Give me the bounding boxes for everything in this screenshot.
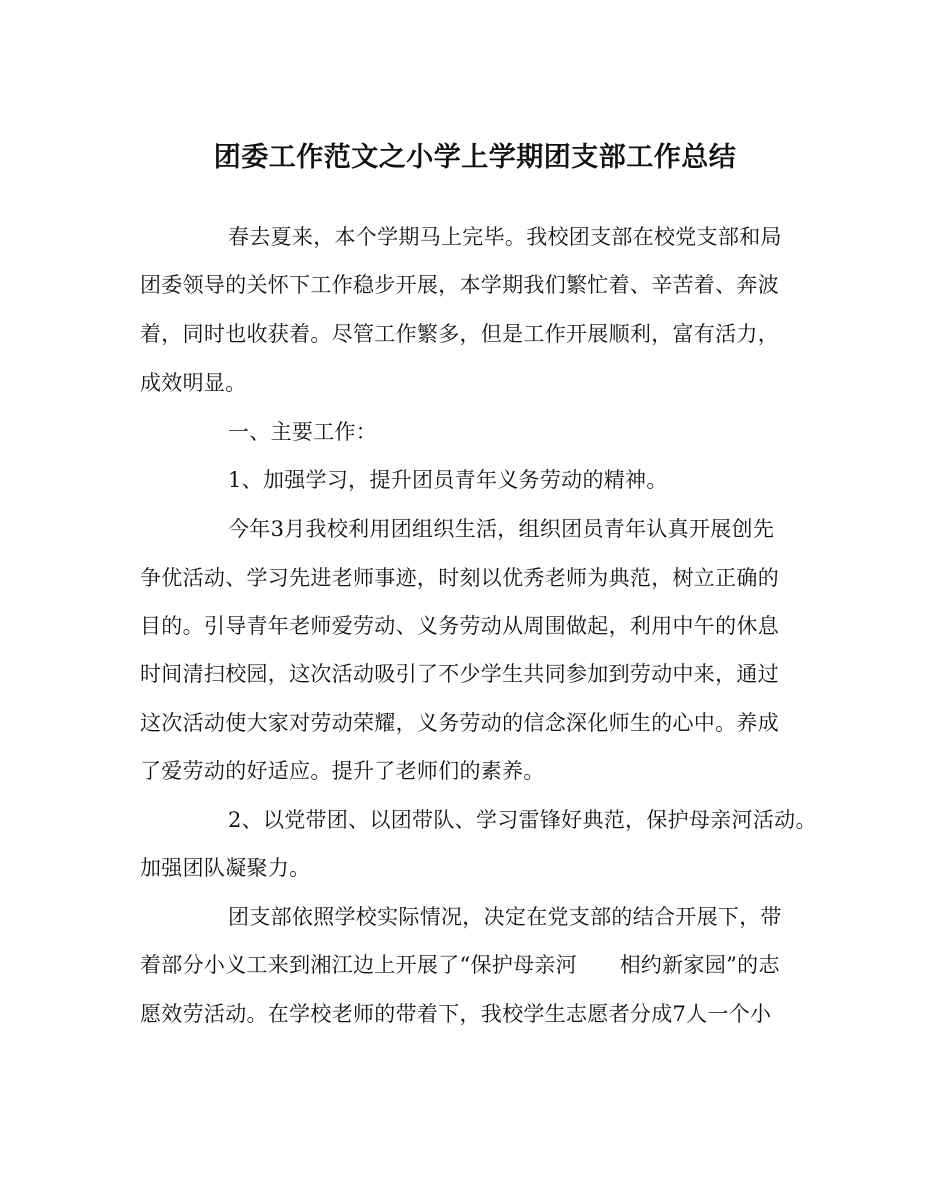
subsection-heading: 1、加强学习，提升团员青年义务劳动的精神。 <box>228 468 668 492</box>
paragraph-line: 春去夏来，本个学期马上完毕。我校团支部在校党支部和局 <box>228 225 782 249</box>
section-heading: 一、主要工作： <box>228 420 378 444</box>
subsection-heading: 2、以党带团、以团带队、学习雷锋好典范，保护母亲河活动。 <box>228 808 817 832</box>
paragraph-line: 这次活动使大家对劳动荣耀，义务劳动的信念深化师生的心中。养成 <box>140 711 779 735</box>
paragraph-line: 今年3月我校利用团组织生活，组织团员青年认真开展创先 <box>228 517 775 541</box>
paragraph-line: 团委领导的关怀下工作稳步开展，本学期我们繁忙着、辛苦着、奔波 <box>140 273 779 297</box>
paragraph-line: 时间清扫校园，这次活动吸引了不少学生共同参加到劳动中来，通过 <box>140 662 779 686</box>
subsection-heading-continued: 加强团队凝聚力。 <box>140 856 311 880</box>
paragraph-line: 了爱劳动的好适应。提升了老师们的素养。 <box>140 759 545 783</box>
paragraph-line: 愿效劳活动。在学校老师的带着下，我校学生志愿者分成7人一个小 <box>140 1002 772 1026</box>
document-title: 团委工作范文之小学上学期团支部工作总结 <box>213 142 737 173</box>
paragraph-line: 争优活动、学习先进老师事迹，时刻以优秀老师为典范，树立正确的 <box>140 566 779 590</box>
paragraph-line: 成效明显。 <box>140 371 247 395</box>
paragraph-line: 着，同时也收获着。尽管工作繁多，但是工作开展顺利，富有活力， <box>140 322 779 346</box>
paragraph-line: 着部分小义工来到湘江边上开展了“保护母亲河 相约新家园”的志 <box>140 953 780 977</box>
paragraph-line: 目的。引导青年老师爱劳动、义务劳动从周围做起，利用中午的休息 <box>140 614 779 638</box>
paragraph-line: 团支部依照学校实际情况，决定在党支部的结合开展下，带 <box>228 905 782 929</box>
